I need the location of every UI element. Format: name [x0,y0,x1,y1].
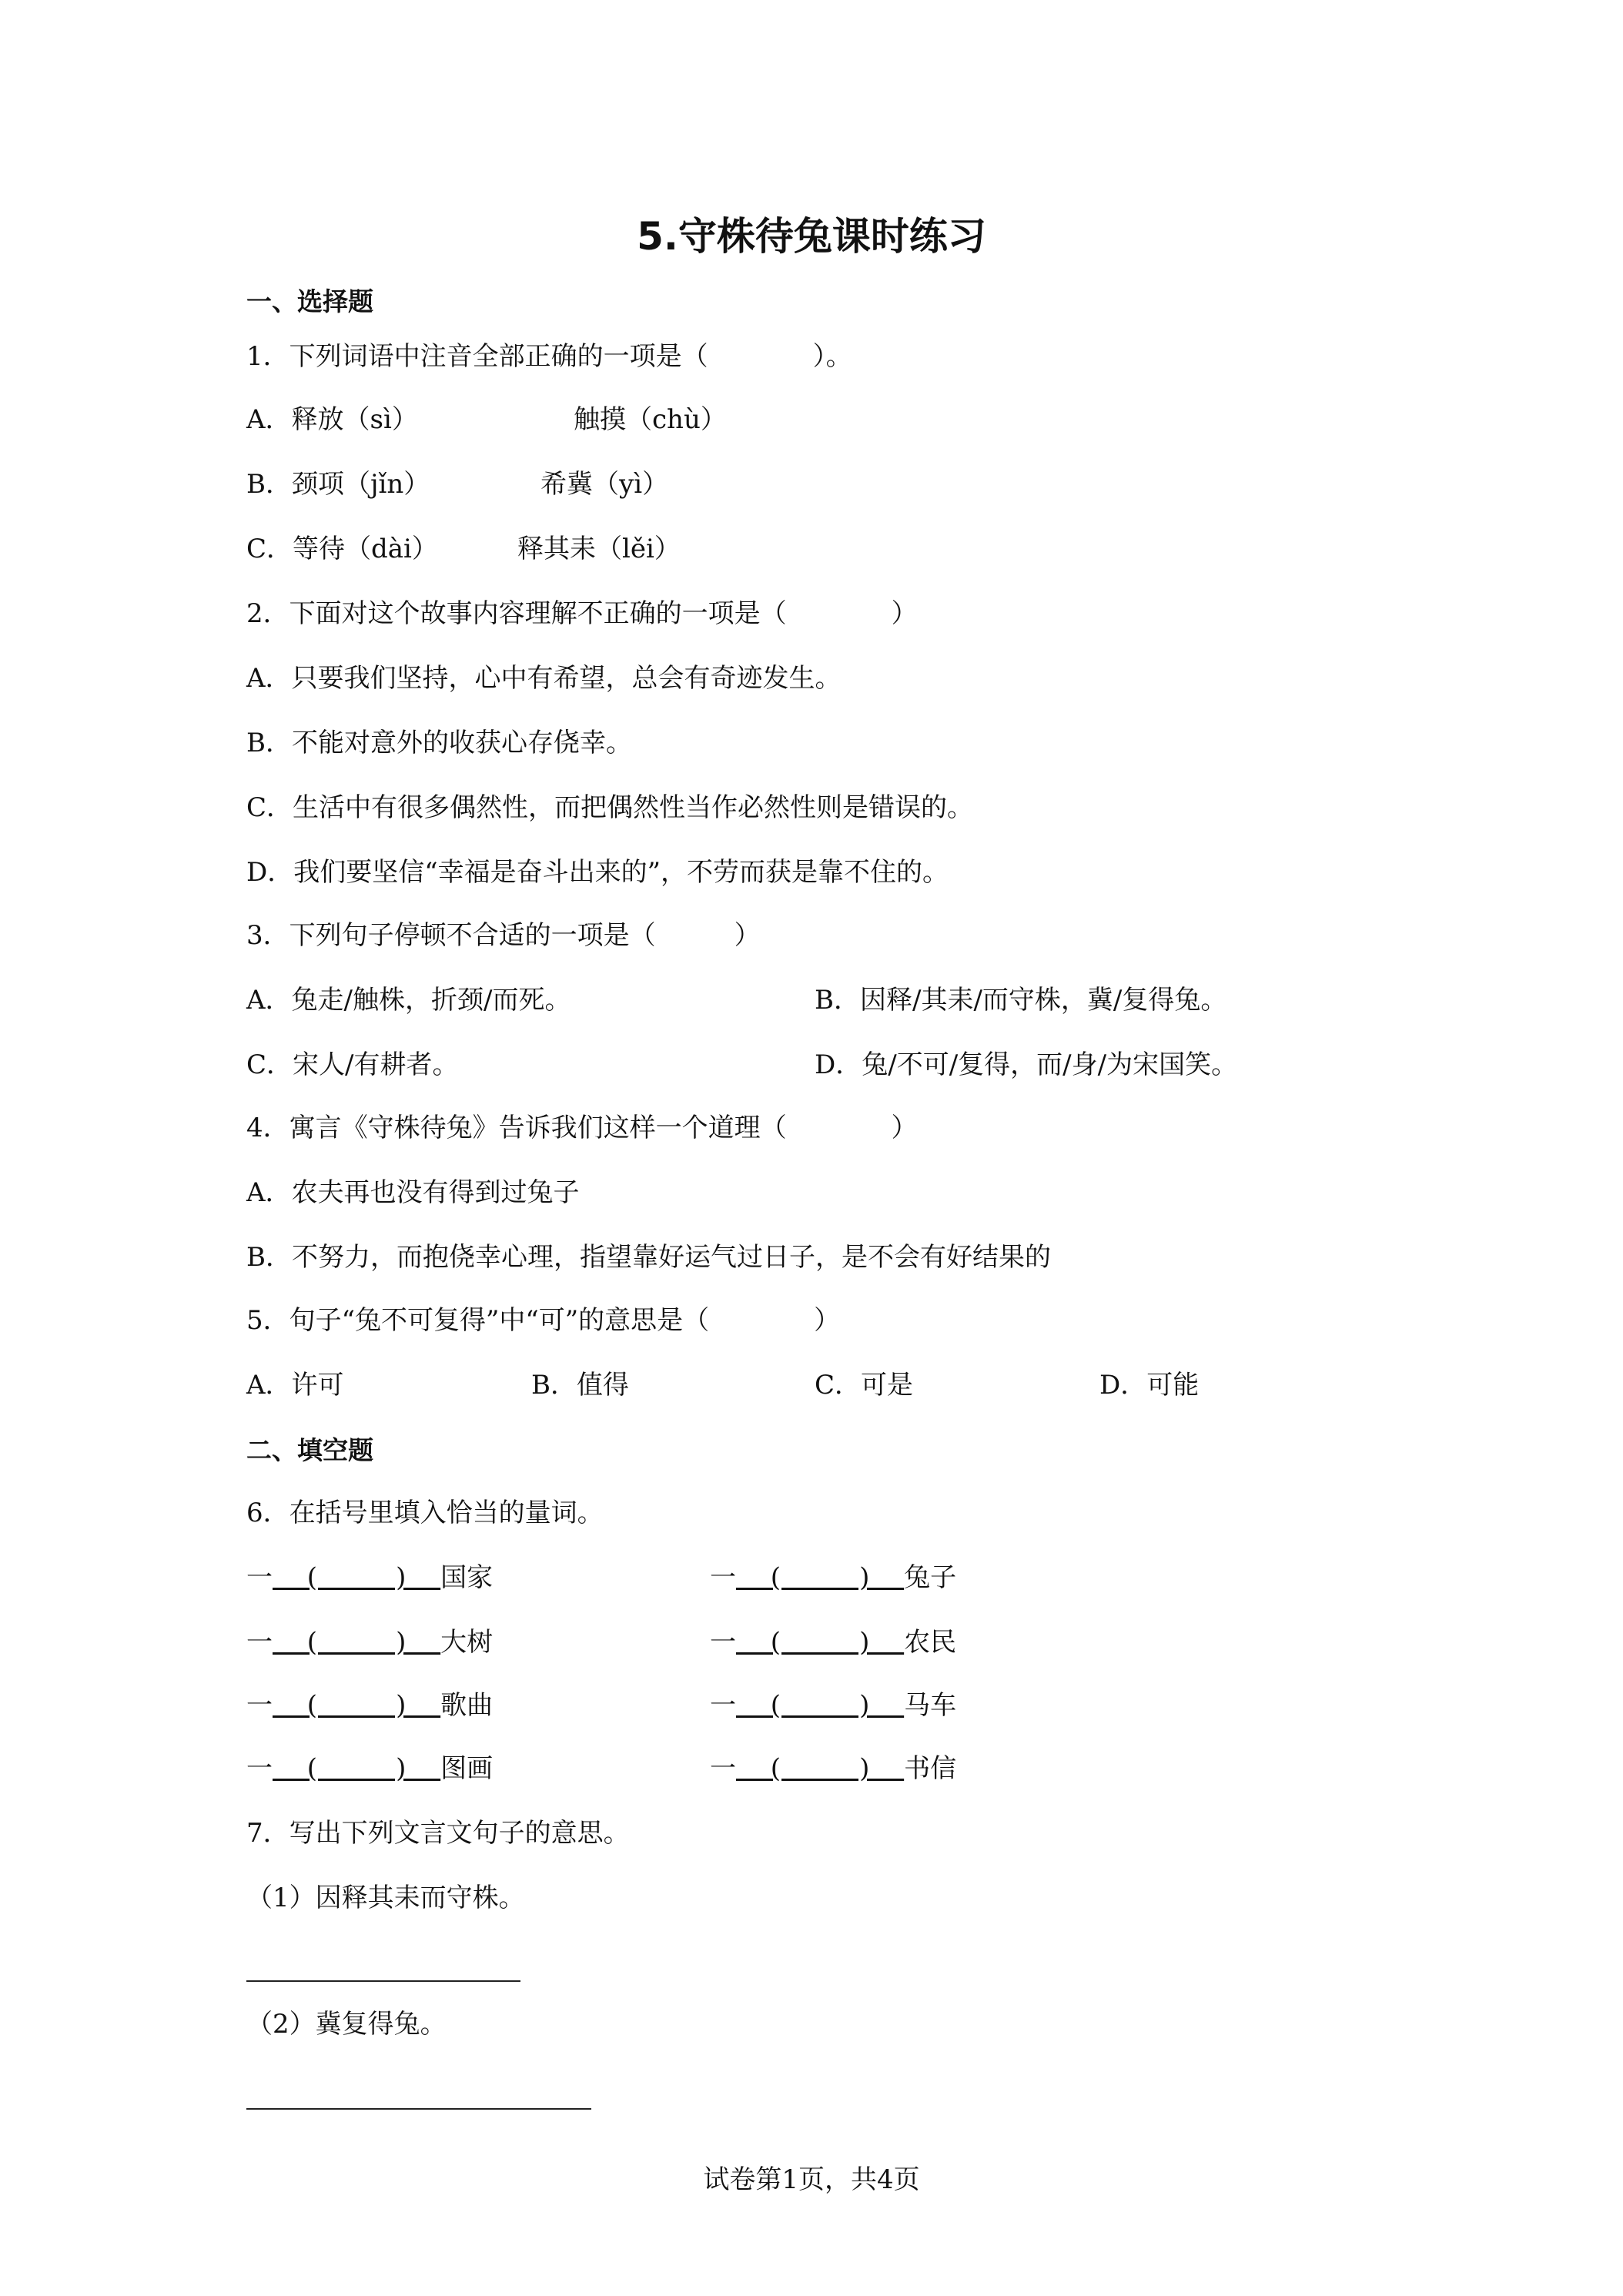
fill-prefix: 一 [710,1690,736,1721]
fill-prefix: 一 [246,1627,273,1658]
q2-option-d: D．我们要坚信“幸福是奋斗出来的”，不劳而获是靠不住的。 [246,857,949,888]
q1-option-a: A．释放（sì） [246,404,418,435]
q6-stem: 6．在括号里填入恰当的量词。 [246,1498,604,1528]
q1-option-b: B．颈项（jǐn） [246,469,430,500]
q3-option-b: B．因释/其耒/而守株，冀/复得兔。 [815,985,1227,1016]
fill-row [246,1625,493,1660]
fill-row [710,1560,956,1595]
fill-noun: 大树 [440,1627,494,1658]
fill-noun: 兔子 [904,1562,957,1593]
q1-option-c: C．等待（dài） [246,534,438,564]
q5-option-b: B．值得 [531,1370,629,1401]
q4-option-a: A．农夫再也没有得到过兔子 [246,1177,580,1208]
fill-blank[interactable]: ( ) [736,1753,905,1784]
fill-noun: 农民 [904,1627,957,1658]
q2-stem: 2．下面对这个故事内容理解不正确的一项是（ ） [246,598,918,629]
answer-line-1[interactable] [246,1980,520,1982]
fill-noun: 国家 [440,1562,494,1593]
fill-noun: 图画 [440,1753,494,1784]
q3-option-a: A．兔走/触株，折颈/而死。 [246,985,571,1016]
q2-option-b: B．不能对意外的收获心存侥幸。 [246,728,632,758]
q3-option-d: D．兔/不可/复得，而/身/为宋国笑。 [815,1049,1238,1080]
answer-line-2[interactable] [246,2108,591,2110]
q5-stem: 5．句子“兔不可复得”中“可”的意思是（ ） [246,1305,841,1336]
q5-option-c: C．可是 [815,1370,914,1401]
fill-blank[interactable]: ( ) [736,1690,905,1721]
q1-option-c-word2: 释其耒（lěi） [517,534,681,564]
q7-stem: 7．写出下列文言文句子的意思。 [246,1818,630,1849]
page-title: 5.守株待兔课时练习 [637,214,986,259]
q4-option-b: B．不努力，而抱侥幸心理，指望靠好运气过日子，是不会有好结果的 [246,1242,1051,1273]
fill-blank[interactable]: ( ) [273,1562,441,1593]
q3-option-c: C．宋人/有耕者。 [246,1049,459,1080]
fill-prefix: 一 [246,1562,273,1593]
fill-row [246,1688,493,1723]
fill-prefix: 一 [246,1753,273,1784]
section-heading-choice: 一、选择题 [246,286,373,316]
fill-noun: 马车 [904,1690,957,1721]
fill-row [710,1751,956,1786]
fill-blank[interactable]: ( ) [736,1562,905,1593]
fill-row [246,1560,493,1595]
q3-stem: 3．下列句子停顿不合适的一项是（ ） [246,920,761,951]
fill-noun: 书信 [904,1753,957,1784]
fill-noun: 歌曲 [440,1690,494,1721]
q7-sentence-2: （2）冀复得兔。 [246,2009,447,2040]
fill-row [246,1751,493,1786]
section-heading-fill: 二、填空题 [246,1435,373,1465]
q1-option-b-word2: 希冀（yì） [540,469,669,500]
q2-option-c: C．生活中有很多偶然性，而把偶然性当作必然性则是错误的。 [246,792,974,823]
fill-prefix: 一 [710,1627,736,1658]
q7-sentence-1: （1）因释其耒而守株。 [246,1883,525,1913]
fill-prefix: 一 [246,1690,273,1721]
q5-option-a: A．许可 [246,1370,344,1401]
fill-blank[interactable]: ( ) [273,1690,441,1721]
fill-prefix: 一 [710,1753,736,1784]
q2-option-a: A．只要我们坚持，心中有希望，总会有奇迹发生。 [246,663,842,694]
fill-row [710,1625,956,1660]
q4-stem: 4．寓言《守株待兔》告诉我们这样一个道理（ ） [246,1113,918,1143]
fill-prefix: 一 [710,1562,736,1593]
fill-row [710,1688,956,1723]
q1-stem: 1．下列词语中注音全部正确的一项是（ ）。 [246,341,852,372]
q1-option-a-word2: 触摸（chù） [574,404,727,435]
fill-blank[interactable]: ( ) [273,1753,441,1784]
fill-blank[interactable]: ( ) [273,1627,441,1658]
page-footer: 试卷第1页，共4页 [703,2164,920,2195]
q5-option-d: D．可能 [1099,1370,1200,1401]
fill-blank[interactable]: ( ) [736,1627,905,1658]
